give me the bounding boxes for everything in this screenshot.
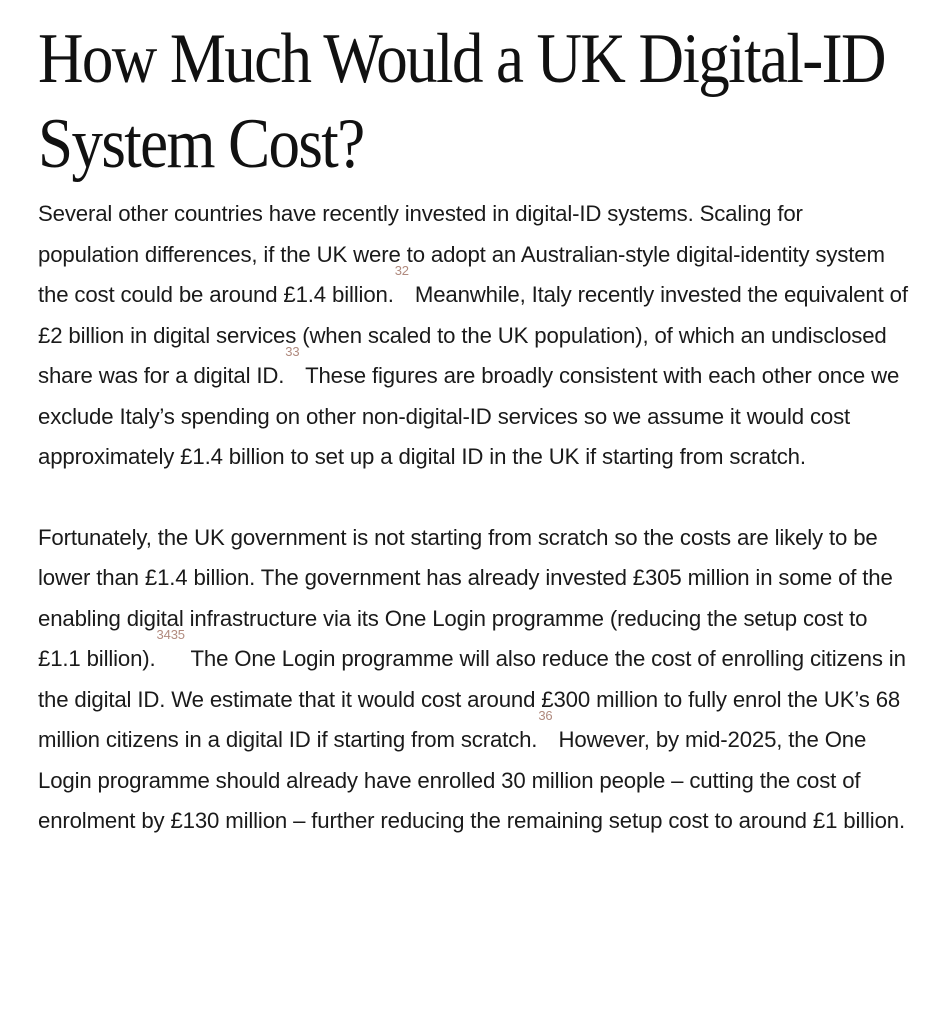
article-title: How Much Would a UK Digital-ID System Cost? (38, 19, 885, 183)
article (38, 16, 908, 842)
paragraph-1 (38, 194, 908, 478)
paragraph-2-text-b: The One Login programme will also reduce the cost of enrolling citizens in the digital ID. We estimate that it would cost around £300 million to fully enrol the UK’s 68 million citizens in a digital ID if starting from scratch. (38, 646, 906, 752)
footnote-link-33[interactable]: 33 (285, 344, 300, 359)
paragraph-1-text-b: Meanwhile, Italy recently invested the equivalent of £2 billion in digital services (when scaled to the UK population), of which an undisclosed share was for a digital ID. (38, 282, 908, 388)
paragraph-2 (38, 518, 908, 842)
paragraph-1-text-c: These figures are broadly consistent with each other once we exclude Italy’s spending on other non-digital-ID services so we assume it would cost approximately £1.4 billion to set up a digital ID in the UK if starting from scratch. (38, 363, 900, 469)
paragraph-2-text-a: Fortunately, the UK government is not starting from scratch so the costs are likely to be lower than £1.4 billion. The government has already invested £305 million in some of the enabling digital infrastructure via its One Login programme (reducing the setup cost to £1.1 billion). (38, 524, 893, 671)
paragraph-1-text-a: Several other countries have recently invested in digital-ID systems. Scaling for population differences, if the UK were to adopt an Australian-style digital-identity system the cost could be around £1.4 billion. (38, 201, 885, 307)
paragraph-2-text-c: However, by mid-2025, the One Login programme should already have enrolled 30 million people – cutting the cost of enrolment by £130 million – further reducing the remaining setup cost to around £1 billion. (38, 727, 905, 833)
footnote-link-3435[interactable]: 3435 (156, 627, 185, 642)
footnote-link-32[interactable]: 32 (394, 263, 409, 278)
footnote-link-36[interactable]: 36 (538, 708, 553, 723)
